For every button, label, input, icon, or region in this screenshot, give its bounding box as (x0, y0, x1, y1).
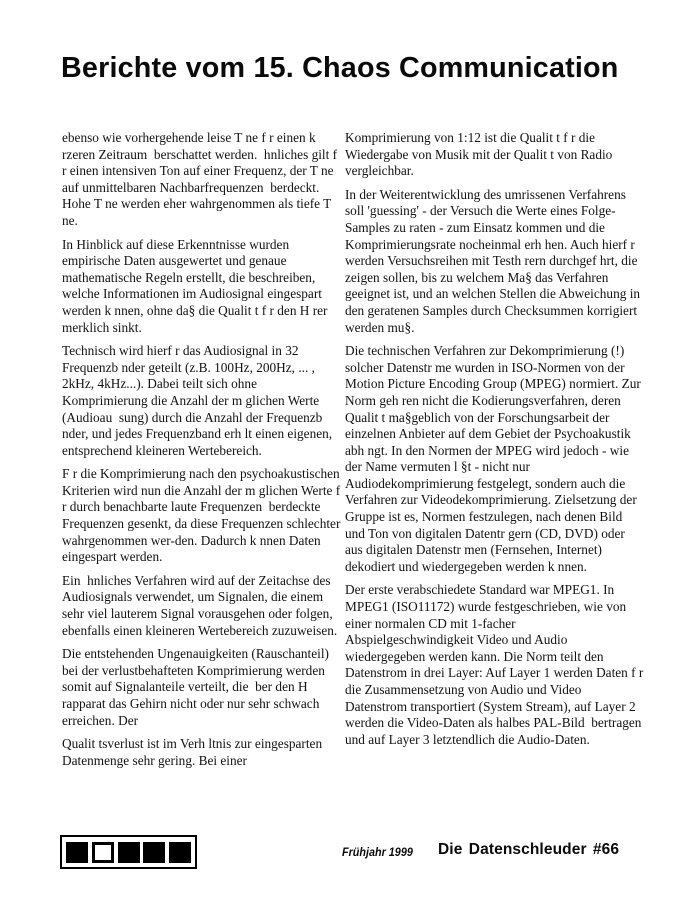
stamp-square (66, 842, 88, 863)
stamp-square (143, 842, 165, 863)
paragraph: Die entstehenden Ungenauigkeiten (Rauschanteil) bei der verlustbehafteten Komprimierung werden somit auf Signalanteile verteilt, die ber den H rapparat das Gehirn nicht oder nur sehr schwach erreichen. Der (62, 646, 333, 728)
paragraph: F r die Komprimierung nach den psychoakustischen Kriterien wird nun die Anzahl der m glichen Werte f r durch benachbarte laute Frequenzen berdeckte Frequenzen gesenkt, da diese Frequenzen schlechter wahrgenommen wer-den. Dadurch k nnen Daten eingespart werden. (62, 466, 344, 565)
paragraph: In Hinblick auf diese Erkenntnisse wurden empirische Daten ausgewertet und genaue mathematische Regeln erstellt, die beschreiben, welche Informationen im Audiosignal eingespart werden k nnen, ohne da§ die Qualit t f r den H rer merklich sinkt. (62, 236, 331, 335)
paragraph: Die technischen Verfahren zur Dekomprimierung (!) solcher Datenstr me wurden in ISO-Normen von der Motion Picture Encoding Group (MPEG) normiert. Zur Norm geh ren nicht die Kodierungsverfahren, deren Qualit t ma§geblich von der Forschungsarbeit der einzelnen Anbieter auf dem Gebiet der Psychoakustik abh ngt. In den Normen der MPEG wird jedoch - wie der Name vermuten l §t - nicht nur Audiodekomprimierung festgelegt, sondern auch die Verfahren zur Videodekomprimierung. Zielsetzung der Gruppe ist es, Normen festzulegen, nach denen Bild und Ton von digitalen Datentr gern (CD, DVD) oder aus digitalen Datenstr men (Fernsehen, Internet) dekodiert und wiedergegeben werden k nnen. (345, 343, 645, 574)
paragraph: Qualit tsverlust ist im Verh ltnis zur eingesparten Datenmenge sehr gering. Bei einer (62, 736, 326, 768)
paragraph: Komprimierung von 1:12 ist die Qualit t f r die Wiedergabe von Musik mit der Qualit t von Radio vergleichbar. (345, 130, 616, 179)
page-title: Berichte vom 15. Chaos Communication (61, 52, 619, 84)
stamp-square (118, 842, 140, 863)
footer-issue-date: Frühjahr 1999 (342, 845, 413, 859)
article-left-column (62, 130, 344, 776)
article-right-column (345, 130, 647, 755)
stamp-square (169, 842, 191, 863)
paragraph: In der Weiterentwicklung des umrissenen Verfahrens soll 'guessing' - der Versuch die Werte eines Folge-Samples zu raten - zum Einsatz kommen und die Komprimierungsrate nocheinmal erh hen. Auch hierf r werden Versuchsreihen mit Testh rern durchgef hrt, die zeigen sollen, bis zu welchem Ma§ das Verfahren geeignet ist, und an welchen Stellen die Abweichung in den geratenen Samples durch Checksummen korrigiert werden mu§. (345, 186, 644, 335)
stamp-square (92, 842, 114, 863)
footer-stamp-box (60, 835, 197, 869)
paragraph: ebenso wie vorhergehende leise T ne f r einen k rzeren Zeitraum berschattet werden. hnliches gilt f r einen intensiven Ton auf einer Frequenz, der T ne auf unmittelbaren Nachbarfrequenzen berdeckt. Hohe T ne werden eher wahrgenommen als tiefe T ne. (62, 130, 341, 228)
paragraph: Technisch wird hierf r das Audiosignal in 32 Frequenzb nder geteilt (z.B. 100Hz, 200Hz, ... , 2kHz, 4kHz...). Dabei teilt sich ohne Komprimierung die Anzahl der m glichen Werte (Audioau sung) durch die Anzahl der Frequenzb nder, und jedes Frequenzband erh lt einen eigenen, entsprechend kleineren Wertebereich. (62, 343, 336, 458)
paragraph: Der erste verabschiedete Standard war MPEG1. In MPEG1 (ISO11172) wurde festgeschrieben, wie von einer normalen CD mit 1-facher Abspielgeschwindigkeit Video und Audio wiedergegeben werden kann. Die Norm teilt den Datenstrom in drei Layer: Auf Layer 1 werden Daten f r die Zusammensetzung von Audio und Video Datenstrom transportiert (System Stream), auf Layer 2 werden die Video-Daten als halbes PAL-Bild bertragen und auf Layer 3 letztendlich die Audio-Daten. (345, 582, 647, 747)
footer-publication-title: Die Datenschleuder #66 (438, 841, 620, 858)
paragraph: Ein hnliches Verfahren wird auf der Zeitachse des Audiosignals verwendet, um Signalen, die einem sehr viel lauterem Signal vorausgehen oder folgen, ebenfalls einen kleineren Wertebereich zuzuweisen. (62, 572, 338, 638)
